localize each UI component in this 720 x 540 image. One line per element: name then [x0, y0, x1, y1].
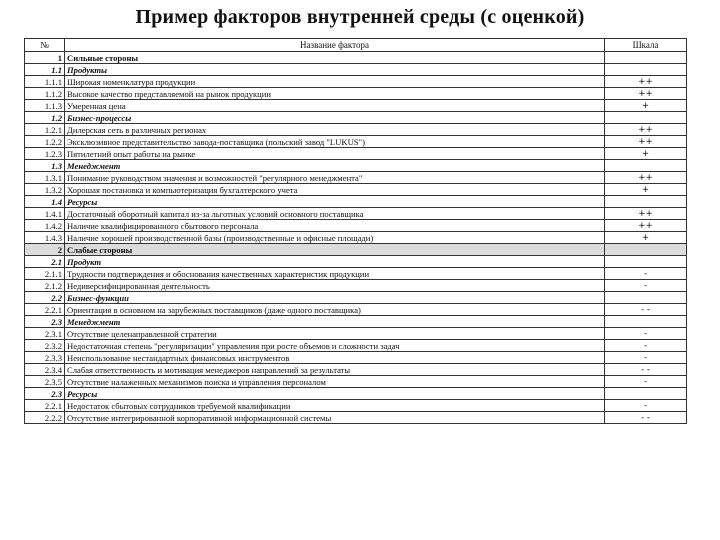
- scale-value: [605, 52, 687, 64]
- factor-name: Наличие квалифицированного сбытового персонала: [65, 220, 605, 232]
- row-number: 1.1.1: [25, 76, 65, 88]
- scale-value: -: [605, 340, 687, 352]
- factor-name: Недостаточная степень "регуляризации" управления при росте объемов и сложности задач: [65, 340, 605, 352]
- factor-name: Достаточный оборотный капитал из-за льготных условий основного поставщика: [65, 208, 605, 220]
- section-row: [25, 244, 687, 256]
- factor-name: Менеджмент: [65, 160, 605, 172]
- factor-name: Наличие хорошей производственной базы (производственные и офисные площади): [65, 232, 605, 244]
- scale-value: -: [605, 400, 687, 412]
- section-row: [25, 64, 687, 76]
- scale-value: ++: [605, 88, 687, 100]
- row-number: 1.3: [25, 160, 65, 172]
- row-number: 2.3: [25, 388, 65, 400]
- factors-table: [24, 38, 687, 424]
- factor-name: Умеренная цена: [65, 100, 605, 112]
- factor-name: Недиверсифицированная деятельность: [65, 280, 605, 292]
- row-number: 1.2: [25, 112, 65, 124]
- row-number: 1.3.2: [25, 184, 65, 196]
- table-row: [25, 208, 687, 220]
- scale-value: ++: [605, 208, 687, 220]
- row-number: 2.3.1: [25, 328, 65, 340]
- row-number: 1.4.2: [25, 220, 65, 232]
- scale-value: -: [605, 268, 687, 280]
- table-row: [25, 340, 687, 352]
- table-row: [25, 184, 687, 196]
- table-row: [25, 268, 687, 280]
- scale-value: -: [605, 376, 687, 388]
- factor-name: Неиспользование нестандартных финансовых инструментов: [65, 352, 605, 364]
- table-header-row: [25, 39, 687, 52]
- table-row: [25, 172, 687, 184]
- row-number: 1.4.3: [25, 232, 65, 244]
- table-row: [25, 280, 687, 292]
- factor-name: Отсутствие целенаправленной стратегии: [65, 328, 605, 340]
- scale-value: - -: [605, 304, 687, 316]
- table-row: [25, 400, 687, 412]
- factor-name: Широкая номенклатура продукции: [65, 76, 605, 88]
- row-number: 2.1.2: [25, 280, 65, 292]
- table-row: [25, 88, 687, 100]
- row-number: 1.2.3: [25, 148, 65, 160]
- table-row: [25, 100, 687, 112]
- row-number: 1.4: [25, 196, 65, 208]
- factor-name: Слабые стороны: [65, 244, 605, 256]
- scale-value: [605, 196, 687, 208]
- factor-name: Хорошая постановка и компьютеризация бухгалтерского учета: [65, 184, 605, 196]
- scale-value: -: [605, 280, 687, 292]
- row-number: 1.1.2: [25, 88, 65, 100]
- scale-value: [605, 160, 687, 172]
- page-title: Пример факторов внутренней среды (с оценкой): [135, 6, 585, 28]
- section-row: [25, 52, 687, 64]
- scale-value: [605, 256, 687, 268]
- section-row: [25, 292, 687, 304]
- scale-value: +: [605, 184, 687, 196]
- factor-name: Ресурсы: [65, 196, 605, 208]
- row-number: 1.1: [25, 64, 65, 76]
- scale-value: -: [605, 352, 687, 364]
- column-header-num: №: [25, 39, 65, 52]
- scale-value: -: [605, 328, 687, 340]
- table-row: [25, 136, 687, 148]
- scale-value: +: [605, 148, 687, 160]
- factor-name: Эксклюзивное представительство завода-поставщика (польский завод "LUKUS"): [65, 136, 605, 148]
- row-number: 2.3.4: [25, 364, 65, 376]
- factor-name: Недостаток сбытовых сотрудников требуемой квалификации: [65, 400, 605, 412]
- factor-name: Понимание руководством значения и возможностей "регулярного менеджмента": [65, 172, 605, 184]
- factor-name: Трудности подтверждения и обоснования качественных характеристик продукции: [65, 268, 605, 280]
- table-row: [25, 148, 687, 160]
- factor-name: Отсутствие интегрированной корпоративной информационной системы: [65, 412, 605, 424]
- section-row: [25, 316, 687, 328]
- row-number: 1.4.1: [25, 208, 65, 220]
- table-row: [25, 352, 687, 364]
- scale-value: [605, 64, 687, 76]
- factor-name: Дилерская сеть в различных регионах: [65, 124, 605, 136]
- scale-value: - -: [605, 412, 687, 424]
- scale-value: [605, 292, 687, 304]
- table-row: [25, 220, 687, 232]
- scale-value: +: [605, 100, 687, 112]
- factor-name: Продукт: [65, 256, 605, 268]
- scale-value: ++: [605, 172, 687, 184]
- column-header-name: Название фактора: [65, 39, 605, 52]
- factor-name: Ресурсы: [65, 388, 605, 400]
- factor-name: Высокое качество представляемой на рынок продукции: [65, 88, 605, 100]
- scale-value: +: [605, 232, 687, 244]
- row-number: 2.2.1: [25, 304, 65, 316]
- row-number: 2.3.2: [25, 340, 65, 352]
- factor-name: Сильные стороны: [65, 52, 605, 64]
- scale-value: [605, 388, 687, 400]
- factor-name: Ориентация в основном на зарубежных поставщиков (даже одного поставщика): [65, 304, 605, 316]
- row-number: 2.3.5: [25, 376, 65, 388]
- column-header-scale: Шкала: [605, 39, 687, 52]
- table-row: [25, 412, 687, 424]
- table-row: [25, 328, 687, 340]
- factor-name: Пятилетний опыт работы на рынке: [65, 148, 605, 160]
- row-number: 2.2.2: [25, 412, 65, 424]
- row-number: 1.2.2: [25, 136, 65, 148]
- scale-value: - -: [605, 364, 687, 376]
- table-row: [25, 376, 687, 388]
- row-number: 1.2.1: [25, 124, 65, 136]
- table-row: [25, 124, 687, 136]
- section-row: [25, 256, 687, 268]
- factor-name: Бизнес-процессы: [65, 112, 605, 124]
- scale-value: [605, 112, 687, 124]
- row-number: 2.2.1: [25, 400, 65, 412]
- scale-value: ++: [605, 124, 687, 136]
- factor-name: Продукты: [65, 64, 605, 76]
- scale-value: ++: [605, 136, 687, 148]
- table-row: [25, 304, 687, 316]
- section-row: [25, 388, 687, 400]
- table-row: [25, 76, 687, 88]
- row-number: 2: [25, 244, 65, 256]
- section-row: [25, 112, 687, 124]
- row-number: 1.3.1: [25, 172, 65, 184]
- scale-value: [605, 316, 687, 328]
- factor-name: Слабая ответственность и мотивация менеджеров направлений за результаты: [65, 364, 605, 376]
- factor-name: Менеджмент: [65, 316, 605, 328]
- table-body: [25, 52, 687, 424]
- row-number: 2.1: [25, 256, 65, 268]
- row-number: 2.2: [25, 292, 65, 304]
- row-number: 2.3: [25, 316, 65, 328]
- row-number: 1.1.3: [25, 100, 65, 112]
- row-number: 2.3.3: [25, 352, 65, 364]
- row-number: 2.1.1: [25, 268, 65, 280]
- scale-value: ++: [605, 220, 687, 232]
- section-row: [25, 196, 687, 208]
- scale-value: [605, 244, 687, 256]
- factor-name: Отсутствие налаженных механизмов поиска и управления персоналом: [65, 376, 605, 388]
- table-row: [25, 232, 687, 244]
- factor-name: Бизнес-функции: [65, 292, 605, 304]
- scale-value: ++: [605, 76, 687, 88]
- section-row: [25, 160, 687, 172]
- row-number: 1: [25, 52, 65, 64]
- table-row: [25, 364, 687, 376]
